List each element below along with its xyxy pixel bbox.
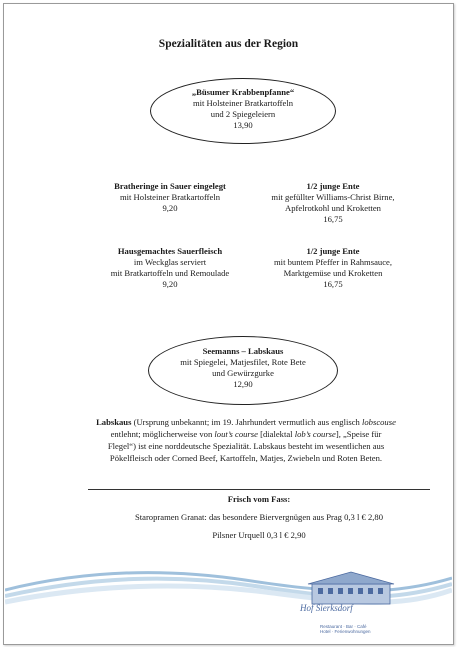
beer-item: Pilsner Urquell 0,3 l € 2,90: [212, 530, 306, 540]
dish-name: „Büsumer Krabbenpfanne“: [191, 87, 295, 97]
dish-desc: mit gefüllter Williams-Christ Birne,: [271, 192, 395, 202]
dish-desc: mit Spiegelei, Matjesfilet, Rote Bete: [180, 357, 306, 367]
featured-dish-1: [150, 87, 336, 131]
text-run-italic: lob’s course: [294, 429, 336, 439]
dish-desc: im Weckglas serviert: [133, 257, 207, 267]
left-dish-2: [75, 246, 265, 290]
dish-name: 1/2 junge Ente: [306, 246, 360, 256]
dish-desc: Apfelrotkohl und Kroketten: [285, 203, 381, 213]
right-dish-2: [238, 246, 428, 290]
text-run-italic: lobscouse: [362, 417, 396, 427]
dish-desc: mit buntem Pfeffer in Rahmsauce,: [274, 257, 392, 267]
dish-desc: und Gewürzgurke: [212, 368, 274, 378]
dish-price: 12,90: [233, 379, 253, 389]
text-run: [dialektal: [257, 429, 295, 439]
dish-name: 1/2 junge Ente: [306, 181, 360, 191]
labskaus-term: Labskaus: [96, 417, 132, 427]
text-run: entlehnt; möglicherweise von: [110, 429, 215, 439]
beer-section: [88, 494, 430, 541]
dish-desc: Marktgemüse und Kroketten: [283, 268, 383, 278]
beer-item: Staropramen Granat: das besondere Biervergnügen aus Prag 0,3 l € 2,80: [134, 512, 384, 522]
dish-price: 16,75: [323, 214, 343, 224]
text-run: ], „Speise für Flegel“) ist eine norddeutsche Spezialität. Labskaus besteht im wesentlichen aus Pökelfleisch oder Corned Beef, Kartoffeln, Matjes, Zwiebeln und Roten Beten.: [107, 429, 385, 463]
logo-subtitle-line: Restaurant · Bar · Café: [320, 624, 367, 629]
logo-subtitle: [320, 624, 371, 634]
dish-desc: und 2 Spiegeleiern: [210, 109, 276, 119]
logo-name: Hof Sierksdorf: [300, 603, 353, 613]
text-run: (Ursprung unbekannt; im 19. Jahrhundert vermutlich aus englisch: [131, 417, 362, 427]
dish-name: Bratheringe in Sauer eingelegt: [114, 181, 226, 191]
text-run-italic: lout’s course: [214, 429, 258, 439]
left-dish-1: [75, 181, 265, 214]
dish-name: Seemanns – Labskaus: [202, 346, 284, 356]
logo-subtitle-line: Hotel · Ferienwohnungen: [320, 629, 371, 634]
beer-heading: Frisch vom Fass:: [227, 494, 291, 504]
featured-dish-2: [148, 346, 338, 390]
dish-price: 13,90: [233, 120, 253, 130]
dish-name: Hausgemachtes Sauerfleisch: [117, 246, 223, 256]
dish-desc: mit Holsteiner Bratkartoffeln: [192, 98, 294, 108]
right-dish-1: [238, 181, 428, 225]
dish-price: 9,20: [162, 203, 178, 213]
dish-desc: mit Holsteiner Bratkartoffeln: [119, 192, 221, 202]
labskaus-description: [96, 416, 396, 464]
divider: [88, 489, 430, 490]
dish-desc: mit Bratkartoffeln und Remoulade: [110, 268, 230, 278]
dish-price: 9,20: [162, 279, 178, 289]
dish-price: 16,75: [323, 279, 343, 289]
page-title: Spezialitäten aus der Region: [158, 38, 299, 50]
